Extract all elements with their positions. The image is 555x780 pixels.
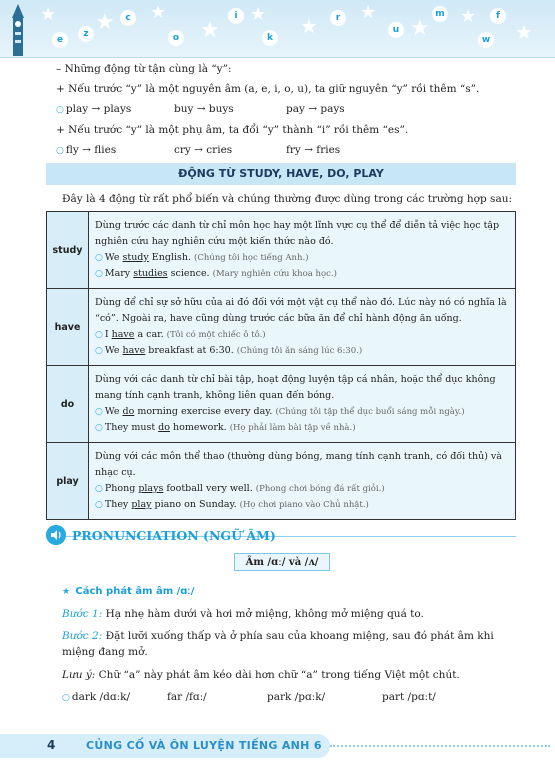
rule-consonant: + Nếu trước “y” là một phụ âm, ta đổi “y” thành “i” rồi thêm “es”. (56, 123, 409, 136)
example-row: ○ fly → flies cry → cries fry → fries (56, 143, 518, 158)
star-icon: ★ (515, 20, 533, 44)
example: ○ Phong plays football very well. (Phong chơi bóng đá rất giỏi.) (95, 482, 385, 494)
desc-cell (89, 289, 516, 366)
table-row (47, 366, 516, 443)
example: ○ We do morning exercise every day. (Chúng tôi tập thể dục buổi sáng mỗi ngày.) (95, 405, 465, 417)
verb-cell: play (47, 443, 89, 520)
star-icon: ★ (200, 18, 220, 43)
example: ○ Mary studies science. (Mary nghiên cứu khoa học.) (95, 267, 337, 279)
letter-bubble: k (262, 30, 278, 46)
big-ben-icon (8, 4, 28, 56)
rule-heading: – Những động từ tận cùng là “y”: (56, 63, 232, 75)
letter-bubble: w (478, 32, 494, 48)
example: ○ They play piano on Sunday. (Họ chơi piano vào Chủ nhật.) (95, 498, 369, 510)
letter-bubble: c (120, 10, 136, 26)
example: ○ They must do homework. (Họ phải làm bài tập về nhà.) (95, 421, 356, 433)
bullet-icon: ○ (56, 145, 64, 156)
bullet-icon: ○ (95, 329, 103, 340)
letter-bubble: f (490, 8, 506, 24)
bullet-icon: ○ (95, 345, 103, 356)
star-icon: ★ (460, 6, 477, 27)
letter-bubble: u (388, 22, 404, 38)
example: ○ We study English. (Chúng tôi học tiếng Anh.) (95, 251, 309, 263)
example: ○ We have breakfast at 6:30. (Chúng tôi ăn sáng lúc 6:30.) (95, 344, 363, 356)
step-2: Bước 2: Đặt lưỡi xuống thấp và ở phía sau của khoang miệng, sau đó phát âm khi miệng đang mở. (62, 630, 494, 659)
bullet-icon: ○ (95, 268, 103, 279)
table-row (47, 289, 516, 366)
section-title: ĐỘNG TỪ STUDY, HAVE, DO, PLAY (46, 163, 516, 185)
bullet-icon: ○ (95, 252, 103, 263)
verb-description: Dùng trước các danh từ chỉ môn học hay một lĩnh vực cụ thể để diễn tả việc học tập nghiên cứu hay nghiên cứu một kiến thức nào đó. (95, 220, 500, 248)
speaker-icon (46, 525, 66, 545)
rule-vowel: + Nếu trước “y” là một nguyên âm (a, e, i, o, u), ta giữ nguyên “y” rồi thêm “s”. (56, 83, 480, 96)
desc-cell (89, 443, 516, 520)
bullet-icon: ○ (62, 693, 70, 703)
star-icon: ★ (410, 16, 430, 41)
bullet-icon: ○ (95, 422, 103, 433)
pronunciation-title: PRONUNCIATION (NGỮ ÂM) (72, 527, 276, 543)
desc-cell (89, 366, 516, 443)
verb-description: Dùng để chỉ sự sở hữu của ai đó đối với một vật cụ thể nào đó. Lúc này nó có nghĩa là “có”. Ngoài ra, have cũng dùng trước các bữa ăn để chỉ hành động ăn uống. (95, 297, 507, 325)
sound-label: Âm /ɑː/ và /ʌ/ (234, 553, 330, 571)
star-icon: ★ (150, 2, 167, 23)
verb-table (46, 211, 516, 520)
dotted-divider (330, 745, 550, 747)
star-icon: ★ (40, 4, 57, 25)
note: Lưu ý: Chữ “a” này phát âm kéo dài hơn chữ “a” trong tiếng Việt một chút. (62, 668, 460, 681)
page-number: 4 (47, 738, 56, 752)
letter-bubble: o (168, 30, 184, 46)
verb-cell: study (47, 212, 89, 289)
bullet-icon: ○ (95, 483, 103, 494)
bullet-icon: ○ (95, 499, 103, 510)
verb-cell: have (47, 289, 89, 366)
footer (0, 734, 555, 758)
table-row (47, 212, 516, 289)
how-heading: ★ Cách phát âm âm /ɑː/ (62, 586, 195, 597)
top-banner (0, 0, 555, 58)
spelling-rules (56, 62, 518, 163)
bullet-icon: ○ (95, 406, 103, 417)
pronunciation-header (46, 525, 276, 545)
star-icon: ★ (360, 2, 377, 23)
section-intro: Đây là 4 động từ rất phổ biến và chúng thường được dùng trong các trường hợp sau: (62, 193, 513, 205)
table-row (47, 443, 516, 520)
verb-description: Dùng với các môn thể thao (thường dùng bóng, mang tính cạnh tranh, có đối thủ) và nhạc cụ. (95, 451, 502, 479)
letter-bubble: e (52, 32, 68, 48)
verb-description: Dùng với các danh từ chỉ bài tập, hoạt động luyện tập cá nhân, hoặc thể dục không mang tính cạnh tranh, không liên quan đến bóng. (95, 374, 496, 402)
letter-bubble: r (330, 10, 346, 26)
example: ○ I have a car. (Tôi có một chiếc ô tô.) (95, 328, 266, 340)
book-title: CỦNG CỐ VÀ ÔN LUYỆN TIẾNG ANH 6 (86, 739, 322, 752)
pron-examples: ○ dark /dɑːk/ far /fɑː/ park /pɑːk/ part /pɑːt/ (62, 689, 517, 706)
letter-bubble: i (228, 8, 244, 24)
desc-cell (89, 212, 516, 289)
verb-cell: do (47, 366, 89, 443)
bullet-icon: ○ (56, 105, 64, 116)
letter-bubble: z (78, 26, 94, 42)
example-row: ○ play → plays buy → buys pay → pays (56, 102, 518, 117)
pronunciation-body (62, 583, 517, 711)
star-icon: ★ (95, 10, 115, 35)
letter-bubble: m (432, 6, 448, 22)
step-1: Bước 1: Hạ nhẹ hàm dưới và hơi mở miệng, không mở miệng quá to. (62, 607, 424, 620)
star-icon: ★ (300, 14, 318, 38)
star-icon: ★ (250, 4, 267, 25)
star-bullet-icon: ★ (62, 587, 71, 597)
